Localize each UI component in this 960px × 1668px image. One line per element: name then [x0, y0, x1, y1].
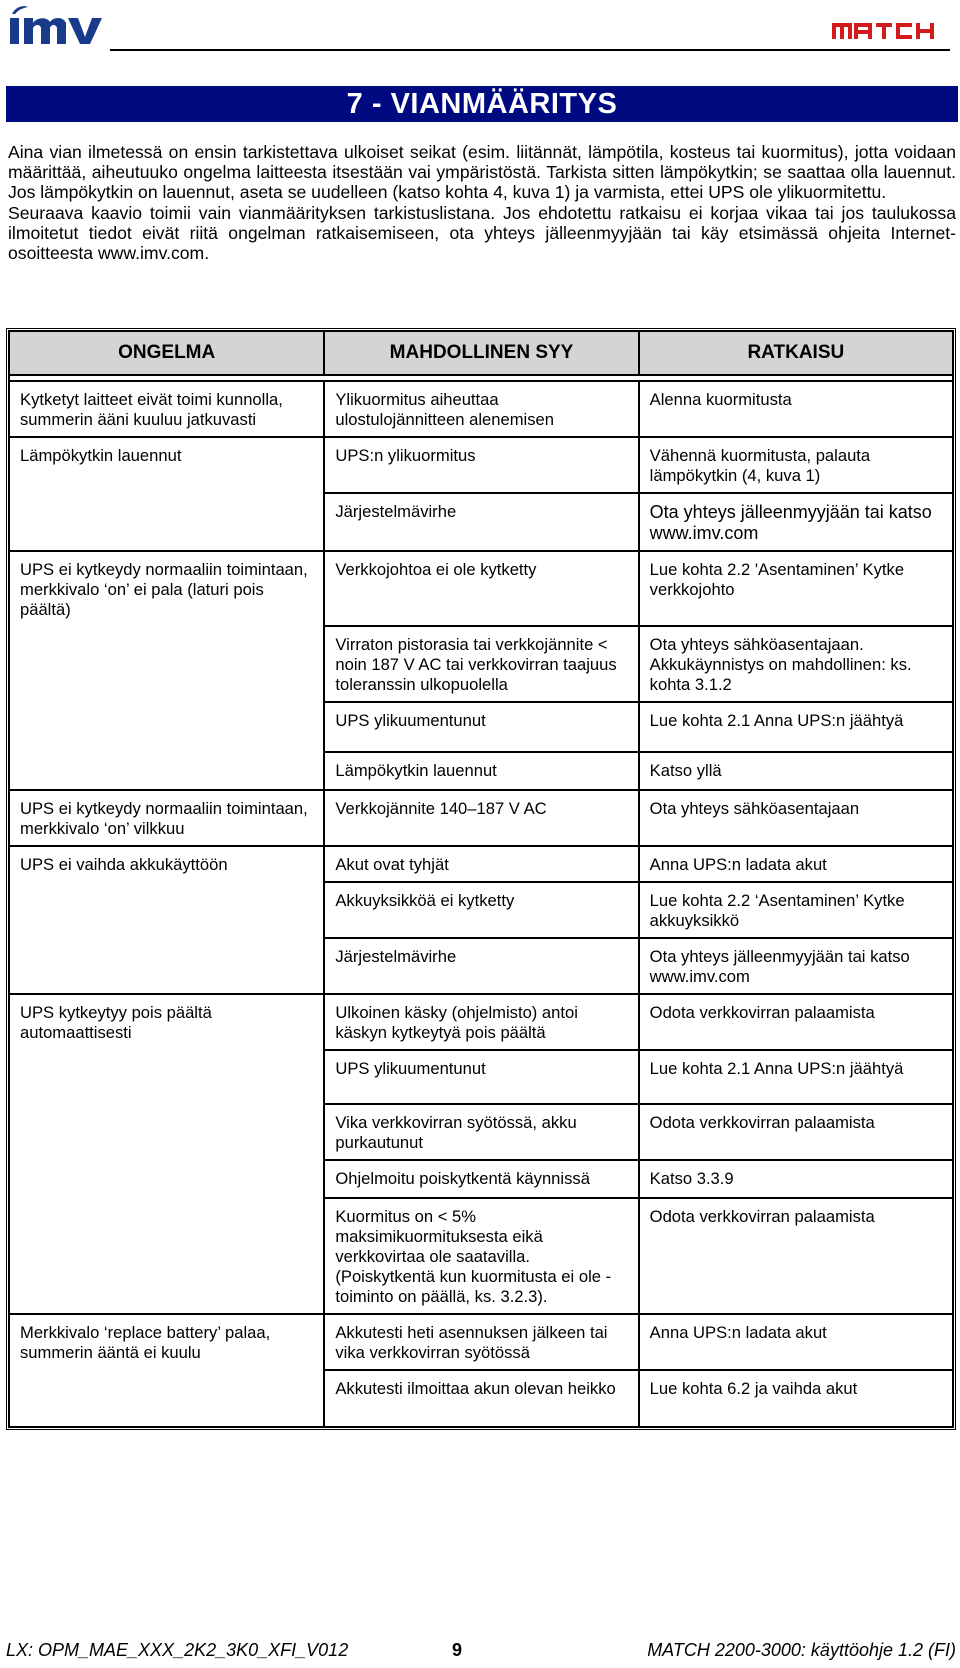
table-cell-solution: Anna UPS:n ladata akut [639, 846, 953, 882]
table-cell-cause: Verkkojännite 140–187 V AC [324, 790, 638, 846]
table-cell-cause: UPS:n ylikuormitus [324, 437, 638, 493]
table-row [9, 1198, 953, 1314]
table-cell-solution: Katso yllä [639, 752, 953, 790]
table-row [9, 846, 953, 882]
footer-doc-code: LX: OPM_MAE_XXX_2K2_3K0_XFI_V012 [6, 1640, 349, 1660]
table-cell-cause: Ulkoinen käsky (ohjelmisto) antoi käskyn kytkeytyä pois päältä [324, 994, 638, 1050]
table-row [9, 381, 953, 437]
table-row [9, 493, 953, 551]
page-title: 7 - VIANMÄÄRITYS [6, 86, 958, 122]
table-cell-solution: Katso 3.3.9 [639, 1160, 953, 1198]
footer-page-number: 9 [452, 1640, 463, 1660]
table-cell-problem [9, 1050, 324, 1104]
intro-paragraph: Seuraava kaavio toimii vain vianmäärityksen tarkistuslistana. Jos ehdotettu ratkaisu ei korjaa vikaa tai jos taulukossa ilmoitetut tiedot eivät riitä ongelman ratkaisemiseen, ota yhteys jälleenmyyjään tai käy etsimässä ohjeita Internet-osoitteesta www.imv.com. [8, 202, 956, 264]
troubleshooting-table [6, 328, 956, 1430]
table-row [9, 752, 953, 790]
table-row [9, 1314, 953, 1370]
table-cell-problem [9, 1370, 324, 1427]
table-row [9, 551, 953, 626]
footer-manual-title: MATCH 2200-3000: käyttöohje 1.2 (FI) [647, 1640, 956, 1660]
table-cell-solution: Lue kohta 6.2 ja vaihda akut [639, 1370, 953, 1427]
table-header-row [9, 331, 953, 375]
table-cell-solution: Lue kohta 2.1 Anna UPS:n jäähtyä [639, 1050, 953, 1104]
table-cell-problem: UPS ei kytkeydy normaaliin toimintaan, merkkivalo ‘on’ vilkkuu [9, 790, 324, 846]
table-cell-cause: Järjestelmävirhe [324, 493, 638, 551]
table-cell-solution: Odota verkkovirran palaamista [639, 1104, 953, 1160]
table-body [9, 381, 953, 1427]
table-row [9, 702, 953, 752]
table-cell-solution: Ota yhteys jälleenmyyjään tai katso www.imv.com [639, 493, 953, 551]
table-cell-solution: Anna UPS:n ladata akut [639, 1314, 953, 1370]
table-cell-cause: Akkutesti heti asennuksen jälkeen tai vika verkkovirran syötössä [324, 1314, 638, 1370]
table-cell-solution: Alenna kuormitusta [639, 381, 953, 437]
table-row [9, 626, 953, 702]
table-cell-problem [9, 626, 324, 702]
table-cell-solution: Odota verkkovirran palaamista [639, 994, 953, 1050]
table-cell-problem: UPS kytkeytyy pois päältä automaattisesti [9, 994, 324, 1050]
table-cell-cause: Akut ovat tyhjät [324, 846, 638, 882]
table-cell-solution: Vähennä kuormitusta, palauta lämpökytkin (4, kuva 1) [639, 437, 953, 493]
table-cell-solution: Lue kohta 2.2 'Asentaminen’ Kytke verkkojohto [639, 551, 953, 626]
table-cell-cause: Verkkojohtoa ei ole kytketty [324, 551, 638, 626]
table [6, 328, 956, 1430]
table-cell-problem [9, 1160, 324, 1198]
table-cell-problem [9, 938, 324, 994]
table-row [9, 1050, 953, 1104]
match-logo [832, 22, 950, 40]
table-row [9, 1160, 953, 1198]
table-cell-problem [9, 1104, 324, 1160]
table-cell-cause: Akkuyksikköä ei kytketty [324, 882, 638, 938]
header-rule [110, 49, 950, 51]
table-cell-problem: Lämpökytkin lauennut [9, 437, 324, 493]
table-cell-cause: Kuormitus on < 5% maksimikuormituksesta eikä verkkovirtaa ole saatavilla. (Poiskytkentä kun kuormitusta ei ole -toiminto on päällä, ks. 3.2.3). [324, 1198, 638, 1314]
column-header-problem: ONGELMA [9, 331, 324, 375]
table-cell-problem [9, 702, 324, 752]
table-row [9, 790, 953, 846]
table-row [9, 1104, 953, 1160]
table-cell-cause: UPS ylikuumentunut [324, 1050, 638, 1104]
table-cell-cause: Ohjelmoitu poiskytkentä käynnissä [324, 1160, 638, 1198]
table-cell-problem: UPS ei vaihda akkukäyttöön [9, 846, 324, 882]
column-header-solution: RATKAISU [639, 331, 953, 375]
table-cell-problem [9, 752, 324, 790]
table-row [9, 1370, 953, 1427]
table-row [9, 437, 953, 493]
table-cell-cause: Virraton pistorasia tai verkkojännite < noin 187 V AC tai verkkovirran taajuus toleranssin ulkopuolella [324, 626, 638, 702]
intro-paragraph: Aina vian ilmetessä on ensin tarkistettava ulkoiset seikat (esim. liitännät, lämpötila, kosteus tai kuormitus), jotta voidaan määrittää, aiheutuuko ongelma laitteesta itsestään vai ympäristöstä. Tarkista sitten lämpökytkin; se saattaa olla lauennut. Jos lämpökytkin on lauennut, aseta se uudelleen (katso kohta 4, kuva 1) ja varmista, ettei UPS ole ylikuormitettu. [8, 142, 956, 203]
page-header [0, 0, 960, 70]
imv-logo [6, 4, 106, 50]
table-cell-problem [9, 882, 324, 938]
table-cell-solution: Lue kohta 2.2 ‘Asentaminen’ Kytke akkuyksikkö [639, 882, 953, 938]
table-cell-solution: Ota yhteys sähköasentajaan. Akkukäynnistys on mahdollinen: ks. kohta 3.1.2 [639, 626, 953, 702]
table-row [9, 882, 953, 938]
table-cell-cause: UPS ylikuumentunut [324, 702, 638, 752]
table-cell-cause: Akkutesti ilmoittaa akun olevan heikko [324, 1370, 638, 1427]
table-cell-solution: Odota verkkovirran palaamista [639, 1198, 953, 1314]
table-cell-problem [9, 493, 324, 551]
column-header-cause: MAHDOLLINEN SYY [324, 331, 638, 375]
table-cell-problem: Kytketyt laitteet eivät toimi kunnolla, summerin ääni kuuluu jatkuvasti [9, 381, 324, 437]
table-cell-solution: Ota yhteys jälleenmyyjään tai katso www.imv.com [639, 938, 953, 994]
table-cell-cause: Vika verkkovirran syötössä, akku purkautunut [324, 1104, 638, 1160]
table-cell-cause: Lämpökytkin lauennut [324, 752, 638, 790]
table-cell-problem: UPS ei kytkeydy normaaliin toimintaan, merkkivalo ‘on’ ei pala (laturi pois päältä) [9, 551, 324, 626]
table-cell-solution: Lue kohta 2.1 Anna UPS:n jäähtyä [639, 702, 953, 752]
table-cell-cause: Järjestelmävirhe [324, 938, 638, 994]
table-cell-solution: Ota yhteys sähköasentajaan [639, 790, 953, 846]
intro-text [8, 142, 956, 263]
table-cell-cause: Ylikuormitus aiheuttaa ulostulojännitteen alenemisen [324, 381, 638, 437]
table-row [9, 994, 953, 1050]
table-cell-problem: Merkkivalo ‘replace battery’ palaa, summerin ääntä ei kuulu [9, 1314, 324, 1370]
table-cell-problem [9, 1198, 324, 1314]
table-row [9, 938, 953, 994]
